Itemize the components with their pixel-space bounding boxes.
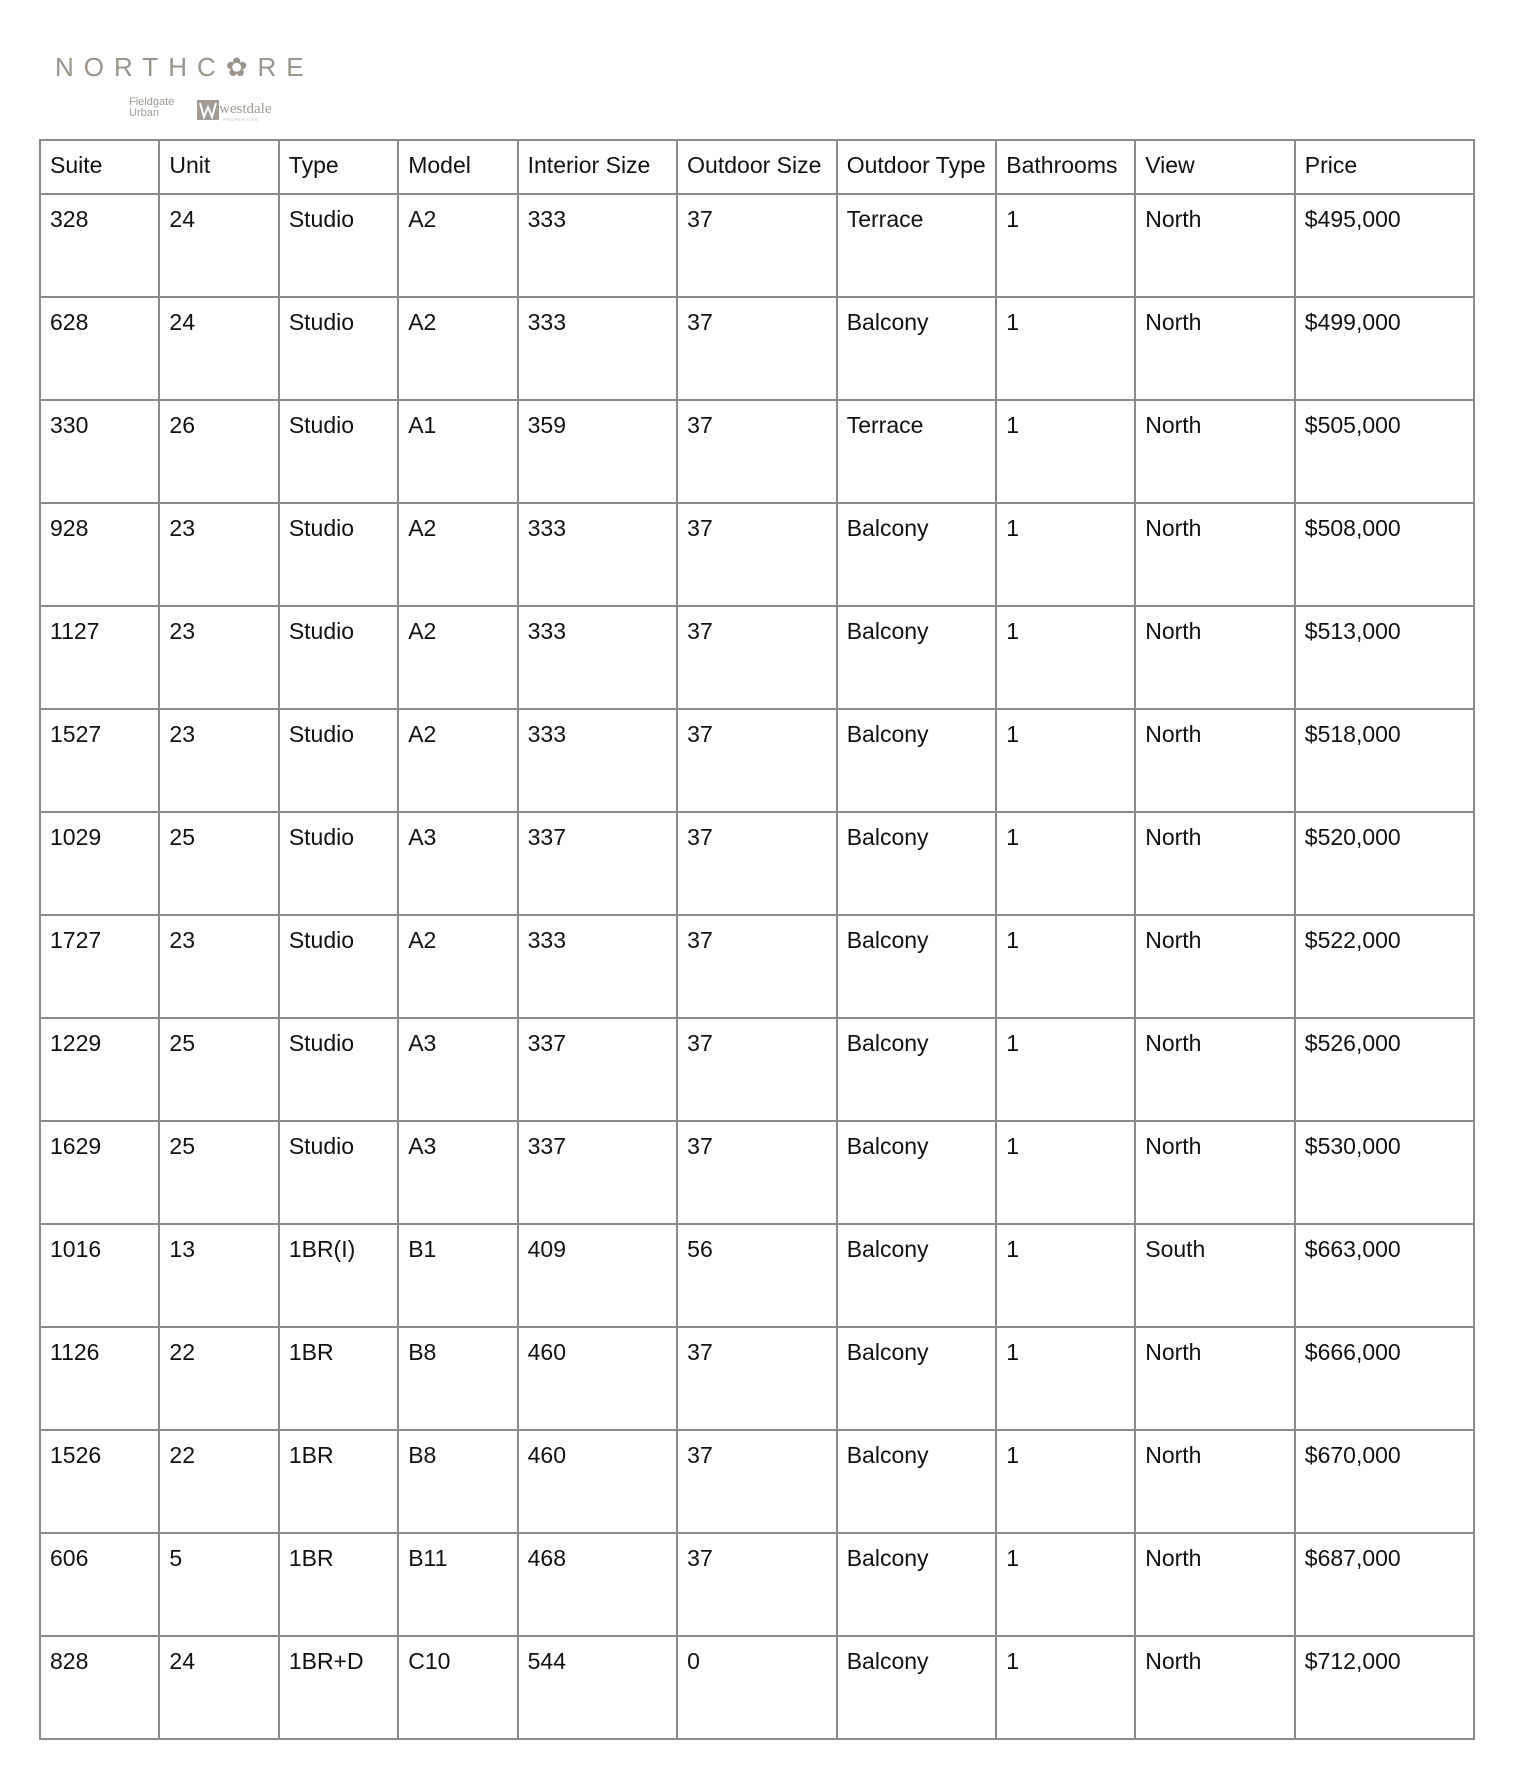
- table-cell: 23: [159, 709, 278, 812]
- table-cell: 13: [159, 1224, 278, 1327]
- table-cell: 25: [159, 812, 278, 915]
- table-cell: A2: [398, 915, 517, 1018]
- table-cell: 24: [159, 194, 278, 297]
- table-cell: 37: [677, 194, 837, 297]
- table-cell: 828: [40, 1636, 159, 1739]
- table-cell: 333: [518, 503, 678, 606]
- table-cell: 1629: [40, 1121, 159, 1224]
- table-row: [40, 1533, 1474, 1636]
- table-cell: $508,000: [1295, 503, 1474, 606]
- table-row: [40, 400, 1474, 503]
- table-cell: 37: [677, 709, 837, 812]
- table-cell: 23: [159, 606, 278, 709]
- table-cell: North: [1135, 1636, 1295, 1739]
- table-cell: Studio: [279, 503, 398, 606]
- suite-listing-table: [39, 139, 1475, 1740]
- column-header: Interior Size: [518, 140, 678, 194]
- table-cell: North: [1135, 709, 1295, 812]
- table-cell: 25: [159, 1121, 278, 1224]
- table-cell: 1527: [40, 709, 159, 812]
- table-cell: 333: [518, 709, 678, 812]
- table-cell: 22: [159, 1327, 278, 1430]
- table-cell: Studio: [279, 709, 398, 812]
- partner-logos: [129, 97, 299, 123]
- table-cell: 37: [677, 1430, 837, 1533]
- table-cell: South: [1135, 1224, 1295, 1327]
- table-cell: North: [1135, 1430, 1295, 1533]
- table-row: [40, 606, 1474, 709]
- table-row: [40, 1430, 1474, 1533]
- table-row: [40, 503, 1474, 606]
- table-cell: A3: [398, 812, 517, 915]
- table-row: [40, 297, 1474, 400]
- table-cell: 328: [40, 194, 159, 297]
- table-cell: 409: [518, 1224, 678, 1327]
- table-cell: Balcony: [837, 915, 997, 1018]
- column-header: Type: [279, 140, 398, 194]
- table-row: [40, 194, 1474, 297]
- table-cell: 23: [159, 503, 278, 606]
- table-cell: Balcony: [837, 709, 997, 812]
- table-cell: $495,000: [1295, 194, 1474, 297]
- table-cell: 23: [159, 915, 278, 1018]
- table-cell: $712,000: [1295, 1636, 1474, 1739]
- table-cell: 37: [677, 1533, 837, 1636]
- table-body: [40, 194, 1474, 1739]
- column-header: Model: [398, 140, 517, 194]
- table-cell: 1: [996, 812, 1135, 915]
- table-cell: 1: [996, 1327, 1135, 1430]
- column-header: Price: [1295, 140, 1474, 194]
- table-cell: 37: [677, 1327, 837, 1430]
- table-cell: 460: [518, 1327, 678, 1430]
- table-cell: 330: [40, 400, 159, 503]
- table-cell: A2: [398, 297, 517, 400]
- table-cell: 1127: [40, 606, 159, 709]
- table-cell: 1526: [40, 1430, 159, 1533]
- table-cell: North: [1135, 1533, 1295, 1636]
- table-row: [40, 812, 1474, 915]
- table-cell: A3: [398, 1121, 517, 1224]
- table-cell: 1: [996, 297, 1135, 400]
- table-cell: 337: [518, 812, 678, 915]
- column-header: Bathrooms: [996, 140, 1135, 194]
- table-cell: North: [1135, 194, 1295, 297]
- table-cell: 22: [159, 1430, 278, 1533]
- table-cell: Balcony: [837, 297, 997, 400]
- table-cell: A2: [398, 606, 517, 709]
- table-cell: 1: [996, 400, 1135, 503]
- westdale-logo: [197, 98, 297, 122]
- table-cell: 1016: [40, 1224, 159, 1327]
- table-cell: 1BR+D: [279, 1636, 398, 1739]
- northcore-logo: NORTHC✿RE: [55, 52, 314, 82]
- column-header: View: [1135, 140, 1295, 194]
- table-cell: 333: [518, 915, 678, 1018]
- table-cell: A2: [398, 503, 517, 606]
- table-cell: 37: [677, 915, 837, 1018]
- table-cell: Terrace: [837, 400, 997, 503]
- table-cell: Studio: [279, 1121, 398, 1224]
- table-cell: B1: [398, 1224, 517, 1327]
- table-cell: North: [1135, 297, 1295, 400]
- table-cell: $687,000: [1295, 1533, 1474, 1636]
- table-cell: 1229: [40, 1018, 159, 1121]
- table-cell: North: [1135, 400, 1295, 503]
- table-cell: 333: [518, 297, 678, 400]
- table-cell: 56: [677, 1224, 837, 1327]
- table-row: [40, 1121, 1474, 1224]
- table-cell: $670,000: [1295, 1430, 1474, 1533]
- table-cell: 1: [996, 1224, 1135, 1327]
- table-cell: 544: [518, 1636, 678, 1739]
- table-cell: 337: [518, 1018, 678, 1121]
- table-cell: Balcony: [837, 1327, 997, 1430]
- brand-header: [55, 52, 314, 124]
- table-cell: $522,000: [1295, 915, 1474, 1018]
- table-cell: A2: [398, 194, 517, 297]
- table-cell: 1BR: [279, 1533, 398, 1636]
- table-row: [40, 709, 1474, 812]
- table-cell: B8: [398, 1430, 517, 1533]
- table-cell: A2: [398, 709, 517, 812]
- table-cell: 359: [518, 400, 678, 503]
- table-cell: 37: [677, 400, 837, 503]
- table-cell: 24: [159, 1636, 278, 1739]
- table-cell: 1: [996, 606, 1135, 709]
- table-cell: Balcony: [837, 812, 997, 915]
- table-cell: 37: [677, 503, 837, 606]
- table-row: [40, 1224, 1474, 1327]
- table-cell: Studio: [279, 400, 398, 503]
- table-cell: Balcony: [837, 1018, 997, 1121]
- westdale-wordmark: westdale: [219, 101, 272, 117]
- table-cell: 1: [996, 194, 1135, 297]
- table-cell: North: [1135, 1018, 1295, 1121]
- table-cell: 333: [518, 194, 678, 297]
- table-cell: 37: [677, 606, 837, 709]
- table-cell: 1: [996, 1121, 1135, 1224]
- table-cell: Studio: [279, 297, 398, 400]
- table-row: [40, 1018, 1474, 1121]
- table-cell: Studio: [279, 194, 398, 297]
- westdale-subtitle: PROPERTIES: [223, 117, 259, 122]
- table-cell: 337: [518, 1121, 678, 1224]
- table-cell: North: [1135, 812, 1295, 915]
- table-cell: 37: [677, 1121, 837, 1224]
- column-header: Unit: [159, 140, 278, 194]
- table-row: [40, 1327, 1474, 1430]
- table-cell: Studio: [279, 606, 398, 709]
- table-cell: 1126: [40, 1327, 159, 1430]
- table-cell: 5: [159, 1533, 278, 1636]
- table-cell: Studio: [279, 915, 398, 1018]
- table-cell: Terrace: [837, 194, 997, 297]
- table-cell: 1BR: [279, 1430, 398, 1533]
- table-cell: 0: [677, 1636, 837, 1739]
- table-cell: North: [1135, 1327, 1295, 1430]
- table-cell: $526,000: [1295, 1018, 1474, 1121]
- table-cell: 25: [159, 1018, 278, 1121]
- table-cell: B11: [398, 1533, 517, 1636]
- table-cell: 1: [996, 709, 1135, 812]
- table-cell: A3: [398, 1018, 517, 1121]
- table-cell: North: [1135, 1121, 1295, 1224]
- table-cell: $530,000: [1295, 1121, 1474, 1224]
- table-cell: $666,000: [1295, 1327, 1474, 1430]
- table-cell: 1: [996, 1018, 1135, 1121]
- fieldgate-urban-logo: Fieldgate Urban: [129, 96, 175, 119]
- table-cell: 928: [40, 503, 159, 606]
- table-cell: Balcony: [837, 606, 997, 709]
- column-header: Outdoor Size: [677, 140, 837, 194]
- table-cell: 1: [996, 1430, 1135, 1533]
- table-cell: 1BR: [279, 1327, 398, 1430]
- table-cell: $518,000: [1295, 709, 1474, 812]
- table-cell: 1: [996, 1533, 1135, 1636]
- table-row: [40, 1636, 1474, 1739]
- table-cell: 1: [996, 503, 1135, 606]
- table-cell: North: [1135, 503, 1295, 606]
- table-cell: 333: [518, 606, 678, 709]
- table-cell: 26: [159, 400, 278, 503]
- table-cell: 1: [996, 915, 1135, 1018]
- table-row: [40, 915, 1474, 1018]
- table-cell: 37: [677, 812, 837, 915]
- table-cell: 1: [996, 1636, 1135, 1739]
- westdale-mark-icon: [197, 98, 219, 120]
- table-cell: $505,000: [1295, 400, 1474, 503]
- table-cell: 468: [518, 1533, 678, 1636]
- table-cell: $513,000: [1295, 606, 1474, 709]
- table-cell: 628: [40, 297, 159, 400]
- table-cell: North: [1135, 606, 1295, 709]
- table-cell: Balcony: [837, 503, 997, 606]
- table-cell: Balcony: [837, 1636, 997, 1739]
- table-cell: Studio: [279, 812, 398, 915]
- table-cell: $499,000: [1295, 297, 1474, 400]
- table-cell: Balcony: [837, 1224, 997, 1327]
- table-cell: 1029: [40, 812, 159, 915]
- table-cell: $663,000: [1295, 1224, 1474, 1327]
- column-header: Suite: [40, 140, 159, 194]
- table-cell: $520,000: [1295, 812, 1474, 915]
- table-cell: Studio: [279, 1018, 398, 1121]
- table-cell: North: [1135, 915, 1295, 1018]
- table-cell: Balcony: [837, 1121, 997, 1224]
- table-header-row: [40, 140, 1474, 194]
- table-cell: 1BR(I): [279, 1224, 398, 1327]
- table-cell: C10: [398, 1636, 517, 1739]
- table-cell: A1: [398, 400, 517, 503]
- table-cell: 460: [518, 1430, 678, 1533]
- table-cell: Balcony: [837, 1430, 997, 1533]
- table-cell: B8: [398, 1327, 517, 1430]
- table-cell: 1727: [40, 915, 159, 1018]
- table-cell: 606: [40, 1533, 159, 1636]
- column-header: Outdoor Type: [837, 140, 997, 194]
- table-cell: Balcony: [837, 1533, 997, 1636]
- table-cell: 24: [159, 297, 278, 400]
- table-cell: 37: [677, 297, 837, 400]
- table-cell: 37: [677, 1018, 837, 1121]
